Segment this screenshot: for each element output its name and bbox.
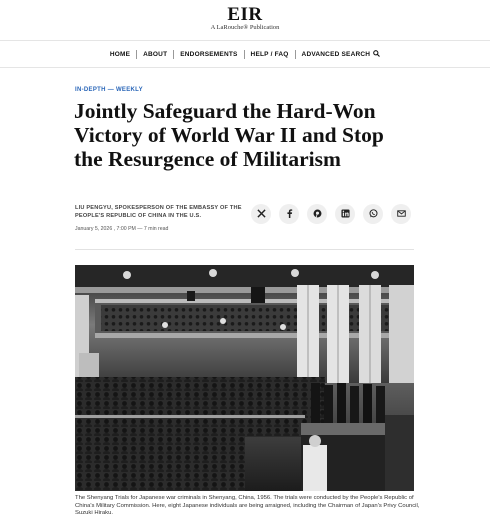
article-kicker[interactable]: IN-DEPTH — WEEKLY [75, 87, 143, 93]
photo-caption: The Shenyang Trials for Japanese war criminals in Shenyang, China, 1956. The trials were conducted by the People's Republic of China's Military Commission. Here, eight Japanese individuals are being arraigned, including the Chairman of Japan's Privy Council, Suzuki Hiraku. [75, 495, 420, 517]
main-nav [0, 40, 490, 68]
header-divider [75, 249, 414, 250]
share-whatsapp-button[interactable] [363, 204, 383, 224]
article-photo [75, 265, 414, 491]
nav-about[interactable]: ABOUT [143, 50, 168, 58]
search-icon [373, 50, 380, 59]
site-subtitle: A LaRouche® Publication [210, 24, 280, 31]
nav-advanced-search-label: ADVANCED SEARCH [301, 50, 371, 58]
masthead [0, 0, 490, 40]
article-meta: January 5, 2026 , 7:00 PM — 7 min read [75, 226, 169, 232]
email-icon [397, 205, 406, 223]
share-pinterest-button[interactable] [307, 204, 327, 224]
share-x-button[interactable] [251, 204, 271, 224]
courtroom-photo [75, 265, 414, 491]
share-bar [251, 204, 411, 224]
whatsapp-icon [369, 205, 378, 223]
article-author: LIU PENGYU, SPOKESPERSON OF THE EMBASSY OF THE PEOPLE'S REPUBLIC OF CHINA IN THE U.S. [75, 205, 242, 219]
share-email-button[interactable] [391, 204, 411, 224]
nav-advanced-search[interactable] [296, 50, 387, 59]
x-icon [257, 205, 266, 223]
nav-help-faq[interactable]: HELP / FAQ [250, 50, 289, 58]
share-linkedin-button[interactable] [335, 204, 355, 224]
nav-endorsements[interactable]: ENDORSEMENTS [180, 50, 238, 58]
facebook-icon [285, 205, 294, 223]
pinterest-icon [313, 205, 322, 223]
linkedin-icon [341, 205, 350, 223]
article-title: Jointly Safeguard the Hard-Won Victory of World War II and Stop the Resurgence of Militarism [74, 99, 384, 171]
site-logo[interactable]: EIR [227, 4, 263, 25]
share-facebook-button[interactable] [279, 204, 299, 224]
nav-home[interactable]: HOME [109, 50, 131, 58]
